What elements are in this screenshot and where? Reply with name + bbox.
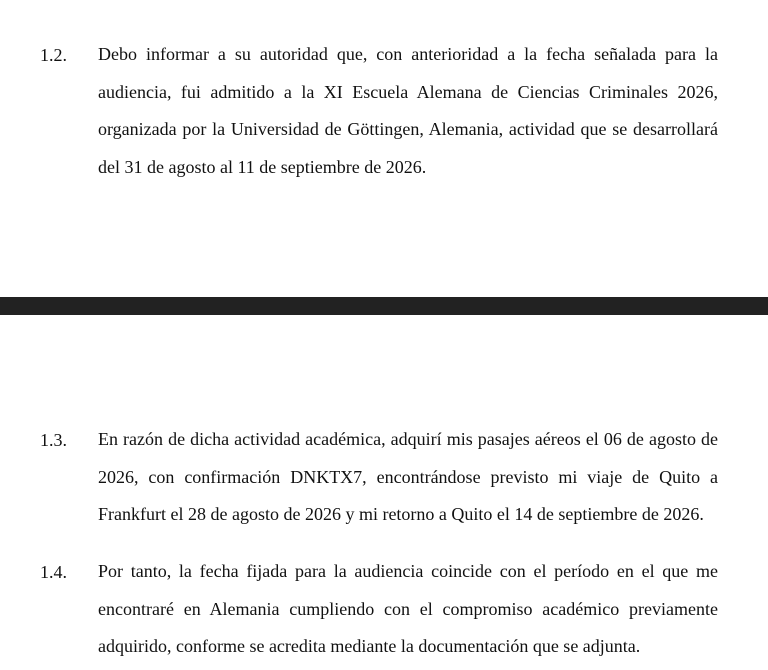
text-line: Debo informar a su autoridad que, con anterioridad a la fecha señalada para la — [98, 44, 718, 64]
paragraph-number: 1.3. — [40, 430, 67, 450]
text-line: Por tanto, la fecha fijada para la audiencia coincide con el período en el que me — [98, 561, 718, 581]
page-divider — [0, 297, 768, 315]
text-line: En razón de dicha actividad académica, adquirí mis pasajes aéreos el 06 de agosto de — [98, 429, 718, 449]
paragraph-number: 1.4. — [40, 562, 67, 582]
text-line: del 31 de agosto al 11 de septiembre de 2026. — [98, 156, 427, 177]
paragraph-text — [98, 553, 718, 666]
text-line: Frankfurt el 28 de agosto de 2026 y mi retorno a Quito el 14 de septiembre de 2026. — [98, 504, 704, 524]
text-line: organizada por la Universidad de Göttingen, Alemania, actividad que se desarrollará — [98, 119, 718, 139]
paragraph-number: 1.2. — [40, 45, 67, 65]
text-line: adquirido, conforme se acredita mediante la documentación que se adjunta. — [98, 636, 641, 656]
paragraph-text — [98, 36, 718, 186]
text-line: 2026, con confirmación DNKTX7, encontrándose previsto mi viaje de Quito a — [98, 466, 718, 487]
paragraph-text — [98, 421, 718, 534]
text-line: audiencia, fui admitido a la XI Escuela Alemana de Ciencias Criminales 2026, — [98, 81, 718, 102]
text-line: encontraré en Alemania cumpliendo con el compromiso académico previamente — [98, 598, 718, 619]
